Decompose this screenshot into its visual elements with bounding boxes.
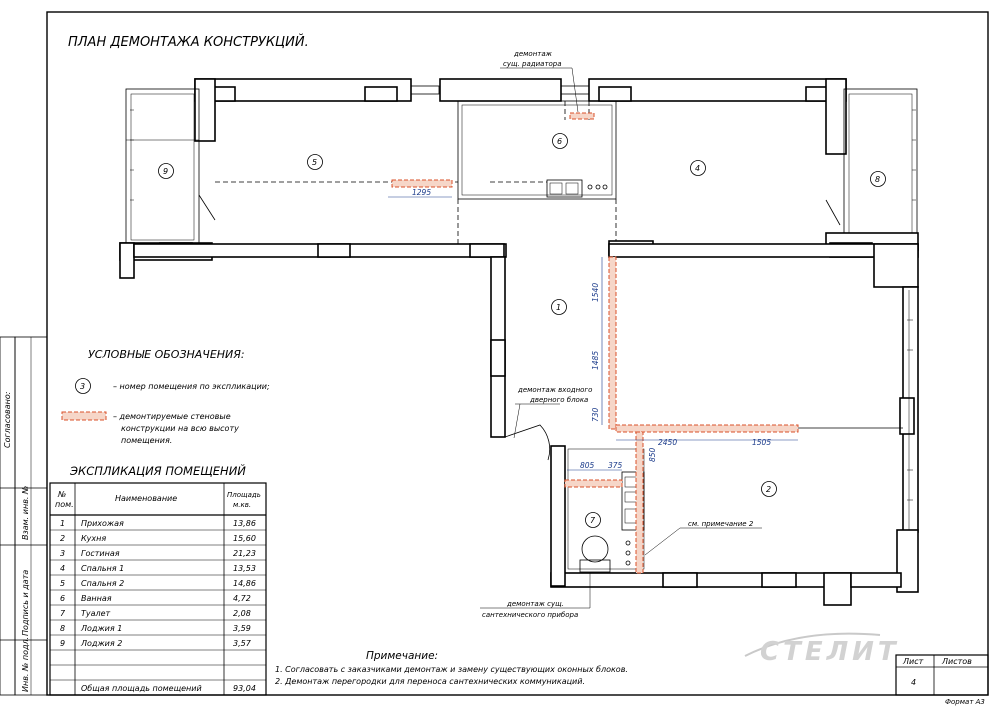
- loggia-8-outline: [844, 89, 917, 239]
- notes-line2: 2. Демонтаж перегородки для переноса сантехнических коммуникаций.: [275, 677, 585, 686]
- notes-line1: 1. Согласовать с заказчиками демонтаж и замену существующих оконных блоков.: [275, 665, 628, 674]
- svg-text:Лоджия 1: Лоджия 1: [81, 624, 123, 633]
- svg-text:Кухня: Кухня: [81, 534, 107, 543]
- dim-1505: 1505: [752, 438, 772, 447]
- wc-outline: [551, 446, 565, 586]
- col-name: Наименование: [115, 494, 178, 503]
- col-no-2: пом.: [55, 500, 74, 509]
- room-marker-7: [586, 513, 601, 528]
- svg-text:2: 2: [766, 485, 772, 494]
- explication-table: [50, 463, 266, 695]
- legend: [62, 348, 270, 445]
- svg-text:Прихожая: Прихожая: [81, 519, 124, 528]
- sheet-label: Лист: [903, 657, 924, 666]
- svg-text:4: 4: [60, 564, 66, 573]
- svg-text:5: 5: [312, 158, 318, 167]
- table-row: [60, 594, 251, 603]
- svg-text:1: 1: [556, 303, 562, 312]
- side-stamp: [0, 337, 47, 695]
- notes-title: Примечание:: [366, 650, 439, 662]
- callout-plumbing-2: сантехнического прибора: [482, 611, 579, 619]
- dim-1485: 1485: [591, 350, 600, 370]
- wall-kitchen-bottom: [551, 573, 851, 587]
- room-marker-8: [871, 172, 886, 187]
- svg-text:9: 9: [163, 167, 169, 176]
- svg-text:14,86: 14,86: [233, 579, 256, 588]
- legend-item2-2: конструкции на всю высоту: [121, 424, 239, 433]
- company-logo: [745, 634, 900, 667]
- stamp-sign-date: Подпись и дата: [21, 569, 30, 636]
- demo-wall-horizontal: [616, 425, 798, 432]
- table-row: [60, 624, 251, 633]
- room-marker-5: [308, 155, 323, 170]
- door-arc: [505, 425, 550, 460]
- legend-item2-3: помещения.: [121, 436, 173, 445]
- demo-radiator: [570, 113, 594, 119]
- drawing-title: ПЛАН ДЕМОНТАЖА КОНСТРУКЦИЙ.: [68, 35, 309, 50]
- room-marker-6: [553, 134, 568, 149]
- table-row: [60, 534, 256, 543]
- dim-805: 805: [580, 461, 595, 470]
- svg-text:4,72: 4,72: [233, 594, 251, 603]
- svg-text:13,53: 13,53: [233, 564, 256, 573]
- svg-text:Гостиная: Гостиная: [81, 549, 120, 558]
- callouts: [480, 50, 762, 619]
- legend-demo-symbol: [62, 412, 106, 420]
- bath-fixture: [547, 180, 582, 197]
- svg-text:6: 6: [60, 594, 66, 603]
- demo-wall-vertical: [609, 257, 616, 429]
- svg-text:7: 7: [590, 516, 596, 525]
- legend-symbol-number: 3: [80, 382, 86, 391]
- callout-radiator-2: сущ. радиатора: [503, 60, 562, 68]
- table-row: [60, 564, 256, 573]
- wall-top-center: [440, 79, 561, 101]
- table-row: [60, 579, 256, 588]
- callout-radiator-1: демонтаж: [514, 50, 552, 58]
- dim-375: 375: [608, 461, 623, 470]
- svg-text:7: 7: [60, 609, 66, 618]
- svg-text:9: 9: [60, 639, 66, 648]
- callout-door-1: демонтаж входного: [518, 386, 593, 394]
- col-area-1: Площадь: [227, 491, 261, 499]
- dim-1540: 1540: [591, 282, 600, 302]
- dim-850: 850: [648, 447, 657, 462]
- demo-wall-wc: [636, 432, 643, 573]
- callout-door-2: дверного блока: [530, 396, 589, 404]
- dim-730: 730: [591, 407, 600, 422]
- col-no-1: №: [58, 490, 67, 499]
- explication-title: ЭКСПЛИКАЦИЯ ПОМЕЩЕНИЙ: [70, 464, 246, 478]
- sheets-label: Листов: [942, 657, 972, 666]
- table-row: [60, 519, 256, 528]
- stamp-inv-podl: Инв. № подл.: [21, 636, 30, 692]
- svg-text:3: 3: [60, 549, 66, 558]
- room-marker-2: [762, 482, 777, 497]
- stamp-inv-zam: Взам. инв. №: [21, 485, 30, 540]
- loggia-9-outline: [126, 89, 199, 243]
- demo-wall-bedroom5: [392, 180, 452, 187]
- svg-text:8: 8: [60, 624, 66, 633]
- svg-text:8: 8: [875, 175, 881, 184]
- callout-note2: см. примечание 2: [688, 520, 754, 528]
- notes: [275, 650, 628, 686]
- svg-text:6: 6: [557, 137, 563, 146]
- legend-title: УСЛОВНЫЕ ОБОЗНАЧЕНИЯ:: [88, 348, 245, 361]
- svg-text:21,23: 21,23: [233, 549, 256, 558]
- legend-item1: – номер помещения по экспликации;: [113, 382, 270, 391]
- svg-text:Спальня 1: Спальня 1: [81, 564, 125, 573]
- table-row: [60, 639, 252, 648]
- svg-text:3,59: 3,59: [233, 624, 251, 633]
- table-row: [60, 549, 256, 558]
- legend-item2-1: – демонтируемые стеновые: [113, 412, 231, 421]
- svg-text:1: 1: [60, 519, 66, 528]
- svg-text:2,08: 2,08: [233, 609, 251, 618]
- demo-wall-wc-top: [565, 480, 622, 487]
- svg-text:5: 5: [60, 579, 66, 588]
- col-area-2: м.кв.: [233, 501, 252, 509]
- table-row: [60, 609, 251, 618]
- svg-text:Спальня 2: Спальня 2: [81, 579, 125, 588]
- logo-text: СТЕЛИТ: [760, 637, 900, 667]
- svg-text:Ванная: Ванная: [81, 594, 112, 603]
- total-label: Общая площадь помещений: [81, 684, 202, 693]
- format-label: Формат А3: [945, 698, 985, 706]
- sheet-value: 4: [911, 678, 917, 687]
- wall-right-top: [609, 244, 918, 257]
- svg-text:4: 4: [695, 164, 701, 173]
- room-markers: [159, 134, 886, 528]
- room-marker-4: [691, 161, 706, 176]
- svg-text:2: 2: [60, 534, 66, 543]
- svg-text:Туалет: Туалет: [81, 609, 111, 618]
- svg-text:3,57: 3,57: [233, 639, 251, 648]
- callout-plumbing-1: демонтаж сущ.: [507, 600, 564, 608]
- room-marker-1: [552, 300, 567, 315]
- svg-text:13,86: 13,86: [233, 519, 256, 528]
- title-block: [896, 655, 988, 706]
- dim-1295: 1295: [412, 188, 432, 197]
- svg-text:15,60: 15,60: [233, 534, 256, 543]
- room-marker-9: [159, 164, 174, 179]
- stamp-agreed: Согласовано:: [3, 391, 12, 448]
- dim-2450: 2450: [658, 438, 678, 447]
- total-value: 93,04: [233, 684, 256, 693]
- svg-text:Лоджия 2: Лоджия 2: [81, 639, 123, 648]
